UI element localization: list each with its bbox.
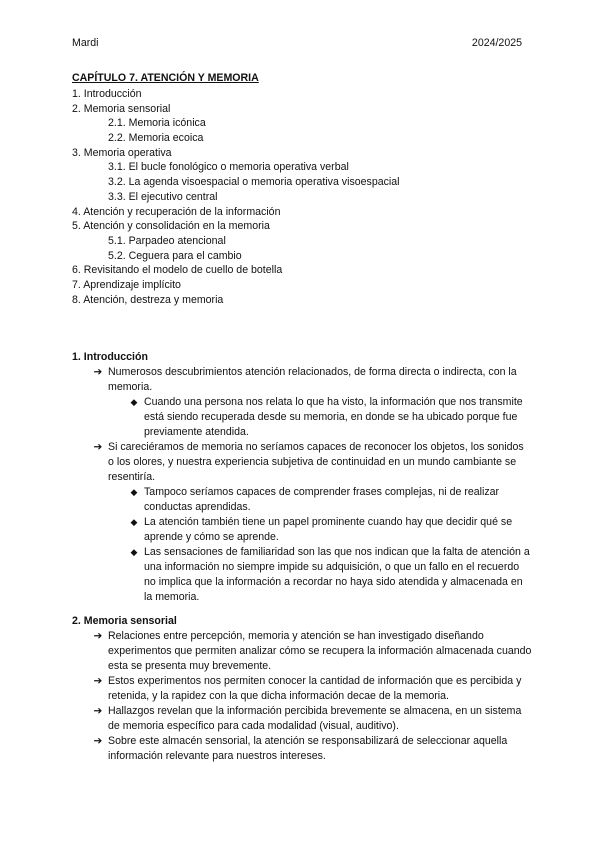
list-item-text: Estos experimentos nos permiten conocer la cantidad de información que es percibida y retenida, y la rapidez con la que dicha información decae de la memoria. — [108, 674, 522, 702]
list-item-text: Tampoco seríamos capaces de comprender frases complejas, ni de realizar conductas aprendidas. — [144, 485, 500, 513]
list-item — [72, 485, 532, 515]
list-item — [72, 734, 532, 764]
toc-item: 3.1. El bucle fonológico o memoria operativa verbal — [108, 161, 349, 174]
arrow-bullet-icon: ➔ — [93, 629, 103, 642]
table-of-contents — [72, 87, 532, 307]
section-title: 2. Memoria sensorial — [72, 615, 177, 627]
toc-item: 6. Revisitando el modelo de cuello de botella — [72, 264, 283, 277]
list-item-text: Numerosos descubrimientos atención relacionados, de forma directa o indirecta, con la memoria. — [108, 365, 517, 393]
list-item-text: Cuando una persona nos relata lo que ha visto, la información que nos transmite está siendo recuperada desde su memoria, en donde se ha ubicado porque fue previamente atendida. — [144, 395, 523, 438]
arrow-bullet-icon: ➔ — [93, 734, 103, 747]
section-introduccion — [72, 350, 532, 605]
section-memoria-sensorial — [72, 614, 532, 764]
diamond-bullet-icon: ◆ — [130, 516, 138, 527]
list-item — [72, 440, 532, 485]
arrow-bullet-icon: ➔ — [93, 674, 103, 687]
toc-item: 5.2. Ceguera para el cambio — [108, 249, 242, 262]
toc-item: 3.3. El ejecutivo central — [108, 190, 218, 203]
arrow-bullet-icon: ➔ — [93, 365, 103, 378]
list-item-text: Si careciéramos de memoria no seríamos capaces de reconocer los objetos, los sonidos o los olores, y nuestra experiencia subjetiva de continuidad en un mundo cambiante se resentiría. — [108, 440, 524, 483]
list-item — [72, 674, 532, 704]
list-item — [72, 395, 532, 440]
arrow-bullet-icon: ➔ — [93, 704, 103, 717]
diamond-bullet-icon: ◆ — [130, 396, 138, 407]
toc-item: 5. Atención y consolidación en la memoria — [72, 220, 270, 233]
list-item — [72, 545, 532, 605]
list-item-text: La atención también tiene un papel prominente cuando hay que decidir qué se aprende y cómo se aprende. — [144, 515, 513, 543]
list-item — [72, 365, 532, 395]
toc-item: 8. Atención, destreza y memoria — [72, 293, 224, 306]
toc-item: 1. Introducción — [72, 88, 142, 100]
list-item — [72, 629, 532, 674]
list-item-text: Las sensaciones de familiaridad son las que nos indican que la falta de atención a una información no siempre impide su adquisición, o que un fallo en el recuerdo no implica que la información a recordar no haya sido atendida y almacenada en la memoria. — [144, 545, 530, 603]
toc-item: 5.1. Parpadeo atencional — [108, 234, 226, 247]
toc-item: 4. Atención y recuperación de la información — [72, 205, 281, 218]
header-author: Mardi — [72, 37, 99, 49]
list-item-text: Hallazgos revelan que la información percibida brevemente se almacena, en un sistema de memoria específico para cada modalidad (visual, auditivo). — [108, 704, 522, 732]
section-title: 1. Introducción — [72, 351, 148, 363]
toc-item: 3. Memoria operativa — [72, 146, 172, 159]
list-item-text: Sobre este almacén sensorial, la atención se responsabilizará de seleccionar aquella información relevante para nuestros intereses. — [108, 734, 508, 762]
chapter-title: CAPÍTULO 7. ATENCIÓN Y MEMORIA — [72, 72, 259, 84]
toc-item: 3.2. La agenda visoespacial o memoria operativa visoespacial — [108, 176, 400, 189]
toc-item: 7. Aprendizaje implícito — [72, 278, 181, 291]
list-item-text: Relaciones entre percepción, memoria y atención se han investigado diseñando experimentos que permiten analizar cómo se recupera la información almacenada cuando esta se presenta muy brevemente. — [108, 629, 532, 672]
list-item — [72, 515, 532, 545]
toc-item: 2.1. Memoria icónica — [108, 117, 206, 130]
toc-item: 2.2. Memoria ecoica — [108, 132, 204, 145]
toc-item: 2. Memoria sensorial — [72, 102, 171, 115]
header-year: 2024/2025 — [471, 37, 522, 49]
diamond-bullet-icon: ◆ — [130, 486, 138, 497]
diamond-bullet-icon: ◆ — [130, 546, 138, 557]
arrow-bullet-icon: ➔ — [93, 440, 103, 453]
list-item — [72, 704, 532, 734]
